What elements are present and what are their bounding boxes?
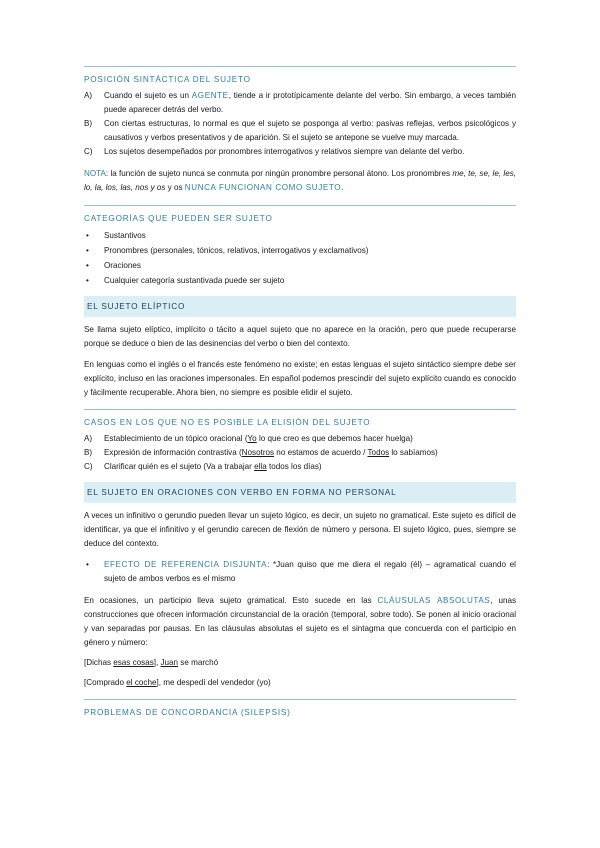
list-item: • Pronombres (personales, tónicos, relativos, interrogativos y exclamativos) — [84, 244, 516, 258]
section-heading-casos: CASOS EN LOS QUE NO ES POSIBLE LA ELISIÓN DEL SUJETO — [84, 418, 371, 427]
list-item: • EFECTO DE REFERENCIA DISJUNTA: *Juan quiso que me diera el regalo (él) – agramatical cuando el sujeto de ambos verbos es el mismo — [84, 558, 516, 586]
clausulas-term: CLÁUSULAS ABSOLUTAS — [377, 596, 491, 605]
bullet-icon: • — [86, 560, 89, 569]
pronoun-list: me, te, se, le, les, lo, la, los, las, nos y os — [84, 169, 516, 192]
list-item: B) Con ciertas estructuras, lo normal es que el sujeto se posponga al verbo: pasivas reflejas, verbos psicológicos y causativos y verbos presentativos y de aparición. Si el sujeto se antepone se vuelve muy marcada. — [84, 117, 516, 145]
list-marker: C) — [84, 462, 93, 471]
bullet-icon: • — [86, 246, 89, 255]
categorias-list — [84, 229, 516, 288]
bullet-icon: • — [86, 261, 89, 270]
list-item: A) Cuando el sujeto es un AGENTE, tiende a ir prototípicamente delante del verbo. Sin embargo, a veces también puede aparecer detrás del verbo. — [84, 89, 516, 117]
efecto-label: EFECTO DE REFERENCIA DISJUNTA — [104, 560, 268, 569]
eliptico-paragraph-2: En lenguas como el inglés o el francés este fenómeno no existe; en estas lenguas el sujeto sintáctico siempre debe ser explícito, incluso en las oraciones impersonales. En español podemos prescindir del sujeto explícito cuando es conocido y fácilmente recuperable. Ahora bien, no siempre es posible elidir el sujeto. — [84, 360, 516, 397]
bullet-icon: • — [86, 231, 89, 240]
section-heading-categorias: CATEGORÍAS QUE PUEDEN SER SUJETO — [84, 214, 273, 223]
section-heading-silepsis: PROBLEMAS DE CONCORDANCIA (SILEPSIS) — [84, 708, 291, 717]
list-item: • Cualquier categoría sustantivada puede ser sujeto — [84, 274, 516, 288]
list-item: C) Clarificar quién es el sujeto (Va a trabajar ella todos los días) — [84, 460, 516, 474]
no-personal-paragraph-2: En ocasiones, un participio lleva sujeto gramatical. Esto sucede en las CLÁUSULAS ABSOLUTAS, unas construcciones que ofrecen información circunstancial de la oración (temporal, sobre todo). Se ponen al inicio oracional y van separadas por pausas. En las cláusulas absolutas el sujeto es el sintagma que concuerda con el participio en género y número: — [84, 596, 516, 647]
agente-term: AGENTE — [191, 91, 229, 100]
eliptico-paragraph-1: Se llama sujeto elíptico, implícito o tácito a aquel sujeto que no aparece en la oración, pero que puede recuperarse porque se deduce o bien de las desinencias del verbo o bien del contexto. — [84, 325, 516, 348]
example-2: [Comprado el coche], me despedí del vendedor (yo) — [84, 678, 271, 687]
list-item: A) Establecimiento de un tópico oracional (Yo lo que creo es que debemos hacer huelga) — [84, 432, 516, 446]
list-item: B) Expresión de información contrastiva (Nosotros no estamos de acuerdo / Todos lo sabíamos) — [84, 446, 516, 460]
nota-emphasis: NUNCA FUNCIONAN COMO SUJETO — [184, 183, 342, 192]
no-personal-paragraph-1: A veces un infinitivo o gerundio pueden llevar un sujeto lógico, es decir, un sujeto no gramatical. Este sujeto es difícil de identificar, ya que el infinitivo y el gerundio carecen de flexión de número y persona. El sujeto lógico, pues, siempre se deduce del contexto. — [84, 511, 516, 548]
bullet-icon: • — [86, 276, 89, 285]
list-item: • Oraciones — [84, 259, 516, 273]
section-heading-eliptico: EL SUJETO ELÍPTICO — [84, 296, 516, 317]
list-marker: C) — [84, 147, 93, 156]
list-marker: B) — [84, 448, 93, 457]
section-heading-no-personal: EL SUJETO EN ORACIONES CON VERBO EN FORMA NO PERSONAL — [84, 482, 516, 503]
list-marker: A) — [84, 91, 93, 100]
list-marker: A) — [84, 434, 93, 443]
nota-label: NOTA — [84, 169, 106, 178]
posicion-list — [84, 89, 516, 159]
efecto-list — [84, 558, 516, 586]
list-marker: B) — [84, 119, 93, 128]
casos-list — [84, 432, 516, 474]
list-item: • Sustantivos — [84, 229, 516, 243]
example-1: [Dichas esas cosas], Juan se marchó — [84, 658, 219, 667]
nota-paragraph: NOTA: la función de sujeto nunca se conmuta por ningún pronombre personal átono. Los pronombres me, te, se, le, les, lo, la, los, las, nos y os y os NUNCA FUNCIONAN COMO SUJETO. — [84, 169, 516, 192]
section-heading-posicion: POSICIÓN SINTÁCTICA DEL SUJETO — [84, 75, 251, 84]
document-content — [84, 66, 516, 720]
list-item: C) Los sujetos desempeñados por pronombres interrogativos y relativos siempre van delante del verbo. — [84, 145, 516, 159]
